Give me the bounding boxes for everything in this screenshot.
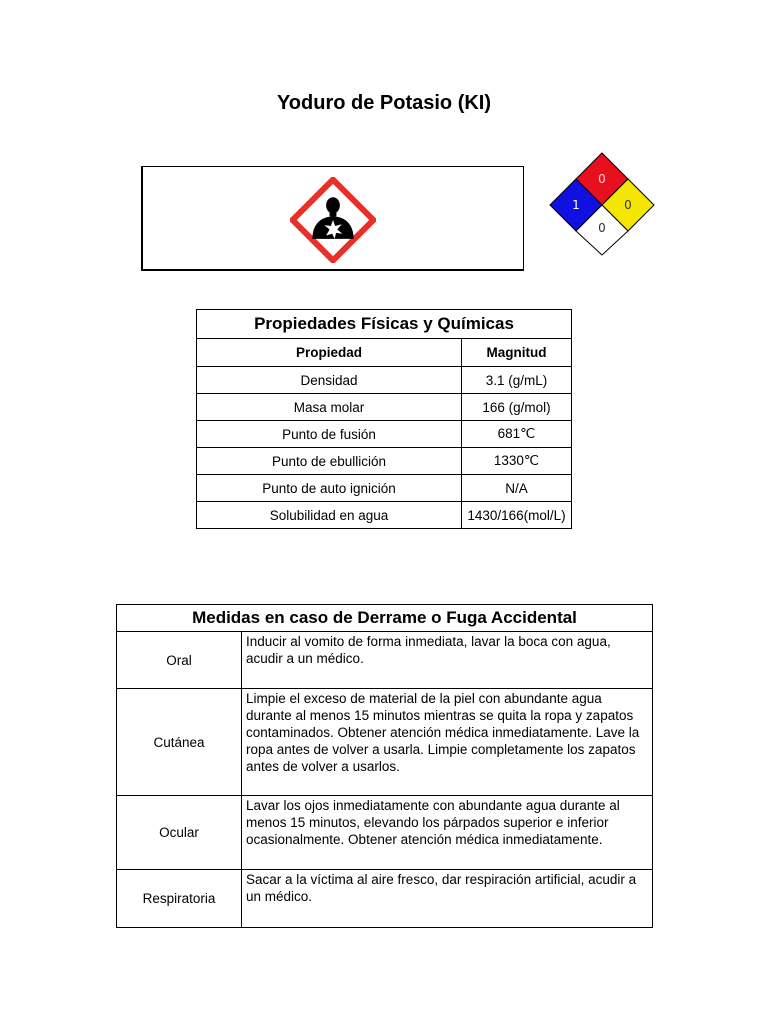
table-row xyxy=(197,367,572,394)
property-value: 1430/166(mol/L) xyxy=(462,502,572,529)
property-value: 681℃ xyxy=(462,421,572,448)
table-row xyxy=(117,689,653,796)
route-description: Inducir al vomito de forma inmediata, lavar la boca con agua, acudir a un médico. xyxy=(242,632,653,689)
properties-header-property: Propiedad xyxy=(197,339,462,367)
route-label: Oral xyxy=(117,632,242,689)
measures-table xyxy=(116,604,653,928)
property-name: Punto de auto ignición xyxy=(197,475,462,502)
table-row xyxy=(117,870,653,928)
table-row xyxy=(117,632,653,689)
page-title: Yoduro de Potasio (KI) xyxy=(276,92,492,114)
route-label: Cutánea xyxy=(117,689,242,796)
table-row xyxy=(117,796,653,870)
properties-header-magnitude: Magnitud xyxy=(462,339,572,367)
nfpa-special-value: 0 xyxy=(598,221,606,235)
property-name: Punto de fusión xyxy=(197,421,462,448)
nfpa-health-value: 1 xyxy=(572,198,580,212)
property-value: 1330℃ xyxy=(462,448,572,475)
property-value: 166 (g/mol) xyxy=(462,394,572,421)
nfpa-flammability-value: 0 xyxy=(598,172,606,186)
route-description: Sacar a la víctima al aire fresco, dar respiración artificial, acudir a un médico. xyxy=(242,870,653,928)
property-name: Punto de ebullición xyxy=(197,448,462,475)
table-row xyxy=(197,421,572,448)
properties-title: Propiedades Físicas y Químicas xyxy=(197,310,572,339)
table-row xyxy=(197,448,572,475)
property-name: Solubilidad en agua xyxy=(197,502,462,529)
nfpa-reactivity-value: 0 xyxy=(624,198,632,212)
property-value: N/A xyxy=(462,475,572,502)
route-description: Lavar los ojos inmediatamente con abundante agua durante al menos 15 minutos, elevando los párpados superior e inferior ocasionalmente. Obtener atención médica inmediatamente. xyxy=(242,796,653,870)
table-row xyxy=(197,502,572,529)
table-row xyxy=(197,475,572,502)
table-row xyxy=(197,394,572,421)
route-label: Ocular xyxy=(117,796,242,870)
ghs-health-hazard-icon xyxy=(290,177,376,263)
measures-title: Medidas en caso de Derrame o Fuga Accidental xyxy=(117,605,653,632)
property-name: Masa molar xyxy=(197,394,462,421)
properties-table xyxy=(196,309,572,529)
nfpa-diamond xyxy=(548,152,656,256)
property-value: 3.1 (g/mL) xyxy=(462,367,572,394)
route-label: Respiratoria xyxy=(117,870,242,928)
route-description: Limpie el exceso de material de la piel con abundante agua durante al menos 15 minutos mientras se quita la ropa y zapatos contaminados. Obtener atención médica inmediatamente. Lave la ropa antes de volver a usarla. Limpie completamente los zapatos antes de volver a usarlos. xyxy=(242,689,653,796)
property-name: Densidad xyxy=(197,367,462,394)
